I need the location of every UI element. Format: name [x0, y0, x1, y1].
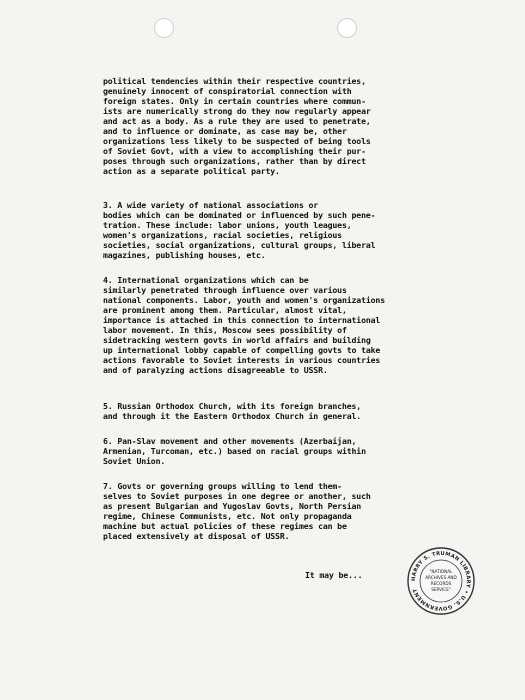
- text-line: selves to Soviet purposes in one degree or another, such: [103, 491, 371, 501]
- text-line: bodies which can be dominated or influenced by such pene-: [103, 210, 376, 220]
- stamp-line: RECORDS: [430, 581, 452, 586]
- text-line: machine but actual policies of these regimes can be: [103, 521, 347, 531]
- text-line: up international lobby capable of compelling govts to take: [103, 345, 381, 355]
- text-line: 4. International organizations which can be: [103, 275, 309, 285]
- text-line: genuinely innocent of conspiratorial connection with: [103, 86, 352, 96]
- text-line: and to influence or dominate, as case may be, other: [103, 126, 347, 136]
- text-line: 6. Pan-Slav movement and other movements (Azerbaijan,: [103, 436, 357, 446]
- text-line: women's organizations, racial societies, religious: [103, 230, 342, 240]
- stamp-line: ARCHIVES AND: [425, 575, 457, 580]
- stamp-line: "NATIONAL: [429, 569, 453, 574]
- text-line: importance is attached in this connection to international: [103, 315, 381, 325]
- text-line: and act as a body. As a rule they are used to penetrate,: [103, 116, 371, 126]
- text-line: placed extensively at disposal of USSR.: [103, 531, 290, 541]
- paragraph-item-4: [103, 275, 478, 375]
- text-line: foreign states. Only in certain countries where commun-: [103, 96, 366, 106]
- text-line: regime, Chinese Communists, etc. Not only propaganda: [103, 511, 352, 521]
- text-line: organizations less likely to be suspected of being tools: [103, 136, 371, 146]
- text-line: societies, social organizations, cultural groups, liberal: [103, 240, 376, 250]
- text-line: and through it the Eastern Orthodox Church in general.: [103, 411, 362, 421]
- text-line: political tendencies within their respective countries,: [103, 76, 366, 86]
- paragraph-item-6: [103, 436, 478, 466]
- text-line: as present Bulgarian and Yugoslav Govts, North Persian: [103, 501, 362, 511]
- text-line: poses through such organizations, rather than by direct: [103, 156, 366, 166]
- text-line: tration. These include: labor unions, youth leagues,: [103, 220, 352, 230]
- text-line: and of paralyzing actions disagreeable to USSR.: [103, 365, 328, 375]
- paragraph-item-5: [103, 401, 478, 421]
- stamp-line: SERVICE": [431, 587, 451, 592]
- archive-stamp: [406, 546, 476, 616]
- text-line: sidetracking western govts in world affairs and building: [103, 335, 371, 345]
- text-line: similarly penetrated through influence over various: [103, 285, 347, 295]
- paragraph-intro: [103, 76, 478, 176]
- text-line: are prominent among them. Particular, almost vital,: [103, 305, 347, 315]
- text-line: labor movement. In this, Moscow sees possibility of: [103, 325, 347, 335]
- text-line: 7. Govts or governing groups willing to lend them-: [103, 481, 342, 491]
- stamp-ring-text: HARRY S. TRUMAN LIBRARY • U.S. GOVERNMENT: [410, 550, 472, 612]
- continuation-note: It may be...: [305, 570, 363, 580]
- punch-hole-right: [337, 18, 357, 38]
- text-line: ists are numerically strong do they now regularly appear: [103, 106, 371, 116]
- text-line: Armenian, Turcoman, etc.) based on racial groups within: [103, 446, 366, 456]
- text-line: actions favorable to Soviet interests in various countries: [103, 355, 381, 365]
- paragraph-item-7: [103, 481, 478, 541]
- paragraph-item-3: [103, 200, 478, 260]
- text-line: magazines, publishing houses, etc.: [103, 250, 266, 260]
- text-line: of Soviet Govt, with a view to accomplishing their pur-: [103, 146, 366, 156]
- punch-hole-left: [154, 18, 174, 38]
- text-line: action as a separate political party.: [103, 166, 280, 176]
- text-line: 5. Russian Orthodox Church, with its foreign branches,: [103, 401, 362, 411]
- text-line: 3. A wide variety of national associations or: [103, 200, 319, 210]
- text-line: national components. Labor, youth and women's organizations: [103, 295, 385, 305]
- text-line: Soviet Union.: [103, 456, 166, 466]
